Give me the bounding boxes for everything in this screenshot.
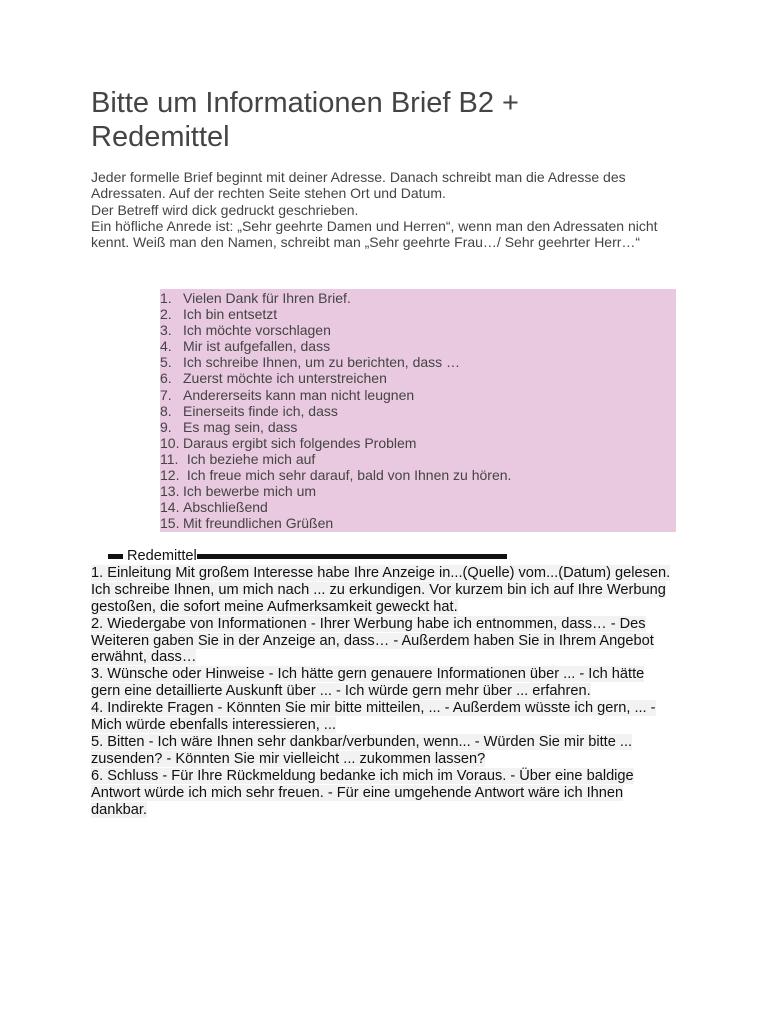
phrase-list-item <box>160 499 676 515</box>
phrase-number: 5. <box>160 354 172 371</box>
phrase-list-item <box>160 338 676 354</box>
phrase-list-item <box>160 354 676 370</box>
phrase-list-item <box>160 435 676 451</box>
phrase-list-item <box>160 467 676 483</box>
phrase-text: Zuerst möchte ich unterstreichen <box>183 370 387 387</box>
redemittel-text: 5. Bitten - Ich wäre Ihnen sehr dankbar/verbunden, wenn... - Würden Sie mir bitte ... zusenden? - Könnten Sie mir vielleicht ... zukommen lassen? <box>91 733 633 767</box>
redemittel-text: 6. Schluss - Für Ihre Rückmeldung bedanke ich mich im Voraus. - Über eine baldige Antwort würde ich mich sehr freuen. - Für eine umgehende Antwort wäre ich Ihnen dankbar. <box>91 767 634 818</box>
redemittel-heading-label: Redemittel <box>127 548 197 564</box>
phrase-list-item <box>160 322 676 338</box>
redemittel-paragraph <box>91 734 673 768</box>
phrase-number: 4. <box>160 338 172 355</box>
phrase-number: 15. <box>160 515 180 532</box>
redemittel-text: 1. Einleitung Mit großem Interesse habe Ihre Anzeige in...(Quelle) vom...(Datum) gelesen. Ich schreibe Ihnen, um mich nach ... zu erkundigen. Vor kurzem bin ich auf Ihre Werbung gestoßen, die sofort meine Aufmerksamkeit geweckt hat. <box>91 564 671 615</box>
redemittel-heading <box>91 548 673 565</box>
phrase-list <box>160 289 676 531</box>
phrase-list-item <box>160 419 676 435</box>
phrase-number: 9. <box>160 418 172 435</box>
phrase-text: Mit freundlichen Grüßen <box>183 515 334 532</box>
phrase-number: 2. <box>160 306 172 323</box>
phrase-text: Ich beziehe mich auf <box>183 450 316 467</box>
phrase-text: Ich freue mich sehr darauf, bald von Ihnen zu hören. <box>183 467 512 484</box>
phrase-list-item <box>160 451 676 467</box>
phrase-number: 13. <box>160 483 180 500</box>
phrase-number: 14. <box>160 499 180 516</box>
redemittel-paragraph <box>91 768 673 819</box>
redemittel-section <box>91 548 673 819</box>
page-title: Bitte um Informationen Brief B2 + Redemittel <box>91 87 519 153</box>
redemittel-paragraph <box>91 565 673 616</box>
phrase-list-item <box>160 387 676 403</box>
phrase-text: Abschließend <box>183 499 268 516</box>
phrase-list-item <box>160 483 676 499</box>
phrase-number: 6. <box>160 370 172 387</box>
phrase-list-item <box>160 290 676 306</box>
phrase-number: 7. <box>160 386 172 403</box>
heading-underline-bar <box>197 554 507 559</box>
intro-paragraph: Der Betreff wird dick gedruckt geschrieben. <box>91 201 359 218</box>
phrase-text: Ich bewerbe mich um <box>183 483 317 500</box>
phrase-text: Andererseits kann man nicht leugnen <box>183 386 415 403</box>
phrase-list-item <box>160 306 676 322</box>
phrase-list-item <box>160 403 676 419</box>
phrase-number: 11. <box>160 450 179 467</box>
phrase-number: 3. <box>160 322 172 339</box>
phrase-list-box <box>160 289 676 532</box>
phrase-text: Ich möchte vorschlagen <box>183 322 331 339</box>
redemittel-text: 4. Indirekte Fragen - Könnten Sie mir bitte mitteilen, ... - Außerdem wüsste ich gern, ... - Mich würde ebenfalls interessieren, ... <box>91 700 656 734</box>
phrase-text: Ich bin entsetzt <box>183 306 278 323</box>
phrase-text: Es mag sein, dass <box>183 418 298 435</box>
redemittel-paragraph <box>91 616 673 667</box>
intro-paragraph: Jeder formelle Brief beginnt mit deiner Adresse. Danach schreibt man die Adresse des Adressaten. Auf der rechten Seite stehen Ort und Datum. <box>91 169 626 202</box>
phrase-number: 12. <box>160 467 180 484</box>
phrase-number: 8. <box>160 402 172 419</box>
phrase-number: 1. <box>160 290 172 306</box>
bullet-bar-icon <box>108 554 123 559</box>
phrase-text: Einerseits finde ich, dass <box>183 402 338 419</box>
phrase-list-item <box>160 370 676 386</box>
phrase-text: Vielen Dank für Ihren Brief. <box>183 290 351 306</box>
redemittel-text: 2. Wiedergabe von Informationen - Ihrer Werbung habe ich entnommen, dass… - Des Weiteren gaben Sie in der Anzeige an, dass… - Außerdem haben Sie in Ihrem Angebot erwähnt, dass… <box>91 615 654 666</box>
redemittel-text: 3. Wünsche oder Hinweise - Ich hätte gern genauere Informationen über ... - Ich hätte gern eine detaillierte Auskunft über ... - Ich würde gern mehr über ... erfahren. <box>91 666 645 700</box>
phrase-text: Daraus ergibt sich folgendes Problem <box>183 434 417 451</box>
phrase-text: Ich schreibe Ihnen, um zu berichten, dass … <box>183 354 461 371</box>
phrase-number: 10. <box>160 434 180 451</box>
redemittel-paragraph <box>91 666 673 700</box>
intro-text <box>91 169 671 250</box>
redemittel-paragraph <box>91 700 673 734</box>
phrase-text: Mir ist aufgefallen, dass <box>183 338 331 355</box>
intro-paragraph: Ein höfliche Anrede ist: „Sehr geehrte Damen und Herren“, wenn man den Adressaten nicht kennt. Weiß man den Namen, schreibt man „Sehr geehrte Frau…/ Sehr geehrter Herr…“ <box>91 217 658 251</box>
phrase-list-item <box>160 515 676 531</box>
